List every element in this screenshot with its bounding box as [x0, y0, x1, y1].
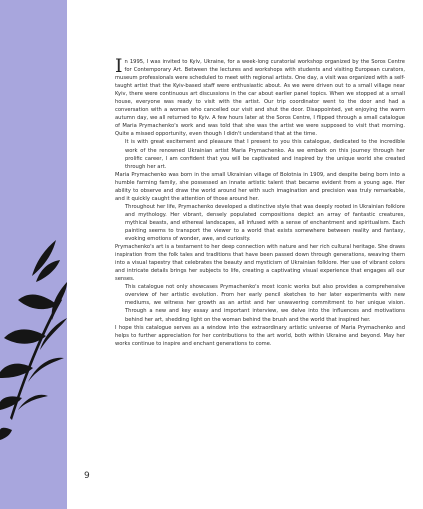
paragraph: Prymachenko's art is a testament to her deep connection with nature and her rich cultural heritage. She draws inspiration from the folk tales and traditions that have been passed down through generations, weaving them into a visual tapestry that celebrates the beauty and mysticism of Ukrainian folklore. Her use of vibrant colors and intricate details brings her subjects to life, creating a captivating visual experience that engages all our senses.	[115, 244, 405, 283]
leaf-ornament-icon	[0, 0, 67, 509]
paragraph: Throughout her life, Prymachenko developed a distinctive style that was deeply rooted in Ukrainian folklore and mythology. Her vibrant, densely populated compositions depict an array of fantastic creatures, mythical beasts, and ethereal landscapes, all infused with a sense of enchantment and spiritualism. Each painting seems to transport the viewer to a world that exists somewhere between reality and fantasy, evoking emotions of wonder, awe, and curiosity.	[125, 203, 405, 243]
paragraph: Maria Prymachenko was born in the small Ukrainian village of Bolotnia in 1909, and despite being born into a humble farming family, she possessed an innate artistic talent that became evident from a young age. Her ability to observe and draw the world around her with such imagination and precision was truly remarkable, and it quickly caught the attention of those around her.	[115, 171, 405, 202]
paragraph: I hope this catalogue serves as a window into the extraordinary artistic universe of Maria Prymachenko and helps to further appreciation for her contributions to the art world, both within Ukraine and beyond. May her works continue to inspire and enchant generations to come.	[115, 324, 405, 347]
page-number: 9	[84, 471, 90, 481]
body-text	[115, 55, 405, 348]
intro-paragraph-text: n 1995, I was invited to Kyiv, Ukraine, for a week-long curatorial workshop organized by the Soros Centre for Contemporary Art. Between the lectures and workshops with students and visiting European curators, museum professionals were scheduled to meet with regional artists. One day, a visit was organized with a self-taught artist that the Kyiv-based staff were enthusiastic about. As we were driven out to a small village near Kyiv, there were continuous art discussions in the car about earlier panel topics. When we stopped at a small house, everyone was ready to visit with the artist. Our trip coordinator went to the door and had a conversation with a woman who cancelled our visit and shut the door. Disappointed, yet enjoying the warm autumn day, we all returned to Kyiv. A few hours later at the Soros Centre, I flipped through a small catalogue of Maria Prymachenko's work and was told that she was the artist we were supposed to visit that morning. Quite a missed opportunity, even though I didn't understand that at the time.	[115, 59, 405, 138]
intro-paragraph	[115, 55, 405, 138]
sidebar-band	[0, 0, 67, 509]
paragraph: This catalogue not only showcases Prymachenko's most iconic works but also provides a comprehensive overview of her artistic evolution. From her early pencil sketches to her later experiments with new mediums, we witness her growth as an artist and her unwavering commitment to her unique vision. Through a new and key essay and important interview, we delve into the influences and motivations behind her art, shedding light on the woman behind the brush and the world that inspired her.	[125, 284, 405, 323]
drop-cap: I	[115, 55, 123, 77]
paragraph: It is with great excitement and pleasure that I present to you this catalogue, dedicated to the incredible work of the renowned Ukrainian artist Maria Prymachenko. As we embark on this journey through her prolific career, I am confident that you will be captivated and inspired by the unique world she created through her art.	[125, 139, 405, 170]
